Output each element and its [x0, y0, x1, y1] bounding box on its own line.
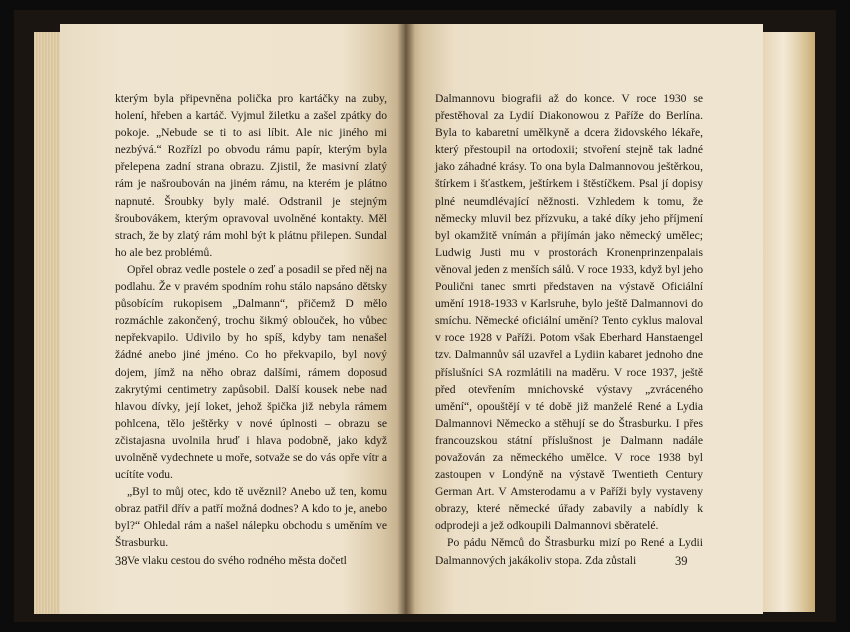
left-page — [60, 24, 405, 614]
right-page-text — [435, 90, 703, 569]
right-page — [405, 24, 763, 614]
paragraph: Dalmannovu biografii až do konce. V roce 1930 se přestěhoval za Lydií Diakonowou z Paříže do Berlína. Byla to kabaretní umělkyně a dcera židovského lékaře, který přestoupil na ortodoxii; stvoření stejně tak ladné jako záhadné krásy. To ona byla Dalmannovou ještěrkou, štírkem i šťastkem, ještírkem i štěstíčkem. Psal jí dopisy plné neumdlévající něžnosti. Vzhledem k tomu, že německy mluvil bez přízvuku, a také díky jeho příjmení byl okamžitě vnímán a přijímán jako německý umělec; Ludwig Justi mu v prostorách Kronenprinzenpalais věnoval jeden z menších sálů. V roce 1933, když byl jeho Poulični tanec smrti představen na výstavě Oficiální umění 1918-1933 v Karlsruhe, bylo ještě Dalmannovi do smíchu. Německé oficiální umění? Tento cyklus maloval v roce 1928 v Paříži. Potom však Eberhard Hanstaengel tzv. Dalmannův sál uzavřel a Lydiin kabaret jednoho dne příslušníci SA rozmlátili na maděru. V roce 1937, ještě před otevřením mnichovské výstavy „zvráceného umění“, opouštějí v té době již manželé René a Lydia Dalmannovi Německo a stěhují se do Štrasburku. I přes francouzskou státní příslušnost je Dalmann nadále považován za německého umělce. V roce 1938 byl zastoupen v Londýně na výstavě Twentieth Century German Art. V Amsterodamu a v Paříži byly vystaveny obrazy, které německé úřady zabavily a nabídly k odprodeji a jež odkoupili Dalmannovi sběratelé. — [435, 92, 703, 533]
paragraph: Opřel obraz vedle postele o zeď a posadil se před něj na podlahu. Že v pravém spodním rohu stálo napsáno dětsky působícím rukopisem „Dalmann“, přičemž D mělo rozmáchle zakončený, trochu šikmý oblouček, ho vůbec nepřekvapilo. Udivilo by ho spíš, kdyby tam nenašel žádné anebo jiné jméno. Co ho překvapilo, byl nový dojem, jímž na něho obraz dalšími, rámem doposud zakrytými centimetry zapůsobil. Další kousek nebe nad hlavou dívky, její loket, jehož špička již nebyla rámem pohlcena, tělo ještěrky v nové úplnosti – obrazu se zčistajasna uvolnila hruď i hlava podobně, jako když uvolněně vydechnete u moře, sotvaže se do vás opře vítr a ucítíte vodu. — [115, 262, 387, 482]
paragraph: Ve vlaku cestou do svého rodného města dočetl — [127, 553, 347, 567]
paragraph: kterým byla připevněna polička pro kartáčky na zuby, holení, hřeben a kartáč. Vyjmul žiletku a zašel zpátky do pokoje. „Nebude se ti to asi líbit. Ale nic jiného mi nezbývá.“ Rozřízl po obvodu rámu papír, kterým byla přelepena zadní strana obrazu. Zjistil, že masivní zlatý rám je našroubován na jiném rámu, na kterém je plátno napnuté. Šroubky byly malé. Odstranil je stejným šroubovákem, kterým opravoval uvolněné kontakty. Měl strach, že by zlatý rám mohl být k plátnu přilepen. Sundal ho ale bez problémů. — [115, 92, 387, 259]
paragraph: „Byl to můj otec, kdo tě uvěznil? Anebo už ten, komu obraz patřil dřív a patří možná dodnes? A kdo to je, anebo byl?“ Ohledal rám a našel nálepku obchodu s uměním ve Štrasburku. — [115, 485, 387, 550]
page-number-right: 39 — [675, 554, 688, 568]
right-page-edges — [763, 32, 815, 612]
page-number-left: 38 — [115, 554, 128, 568]
left-page-edges — [34, 32, 62, 614]
open-book — [14, 10, 836, 622]
paragraph: Po pádu Němců do Štrasburku mizí po René a Lydii Dalmannových jakákoliv stopa. Zda zůstali — [435, 536, 703, 567]
left-page-text — [115, 90, 387, 569]
spine-gutter — [397, 24, 415, 614]
